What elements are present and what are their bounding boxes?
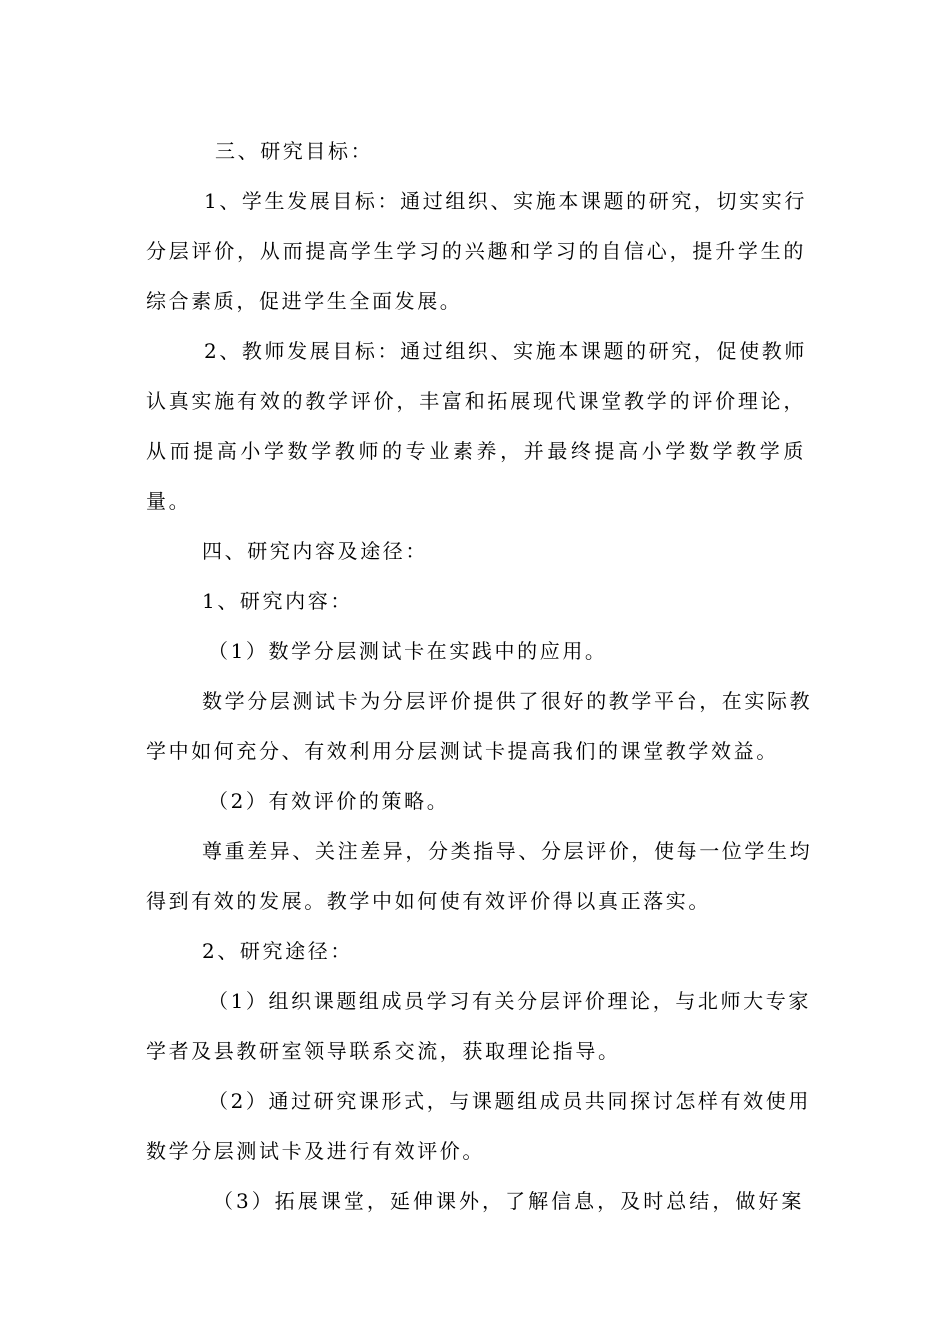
section-heading-research-goals: 三、研究目标： <box>215 139 374 163</box>
paragraph-line: （1）组织课题组成员学习有关分层评价理论，与北师大专家 <box>208 989 811 1013</box>
paragraph-line: 分层评价，从而提高学生学习的兴趣和学习的自信心，提升学生的 <box>146 239 806 263</box>
paragraph-line: （3）拓展课堂，延伸课外，了解信息，及时总结，做好案 <box>213 1189 804 1213</box>
paragraph-line: （2）通过研究课形式，与课题组成员共同探讨怎样有效使用 <box>208 1089 811 1113</box>
subheading: （2）有效评价的策略。 <box>208 789 450 813</box>
paragraph-line: 从而提高小学数学教师的专业素养，并最终提高小学数学教学质 <box>146 439 806 463</box>
subheading: 1、研究内容： <box>202 589 353 613</box>
paragraph-line: 1、学生发展目标：通过组织、实施本课题的研究，切实实行 <box>204 189 807 213</box>
paragraph-line: 综合素质，促进学生全面发展。 <box>146 289 463 313</box>
paragraph-line: 尊重差异、关注差异，分类指导、分层评价，使每一位学生均 <box>202 839 813 863</box>
paragraph-line: 数学分层测试卡及进行有效评价。 <box>146 1139 485 1163</box>
paragraph-line: 量。 <box>146 489 192 513</box>
subheading: （1）数学分层测试卡在实践中的应用。 <box>208 639 608 663</box>
paragraph-line: 学者及县教研室领导联系交流，获取理论指导。 <box>146 1039 621 1063</box>
paragraph-line: 学中如何充分、有效利用分层测试卡提高我们的课堂教学效益。 <box>146 739 779 763</box>
paragraph-line: 得到有效的发展。教学中如何使有效评价得以真正落实。 <box>146 889 711 913</box>
paragraph-line: 认真实施有效的教学评价，丰富和拓展现代课堂教学的评价理论， <box>146 389 806 413</box>
section-heading-research-content: 四、研究内容及途径： <box>202 539 428 563</box>
paragraph-line: 数学分层测试卡为分层评价提供了很好的教学平台，在实际教 <box>202 689 813 713</box>
paragraph-line: 2、教师发展目标：通过组织、实施本课题的研究，促使教师 <box>204 339 807 363</box>
subheading: 2、研究途径： <box>202 939 353 963</box>
